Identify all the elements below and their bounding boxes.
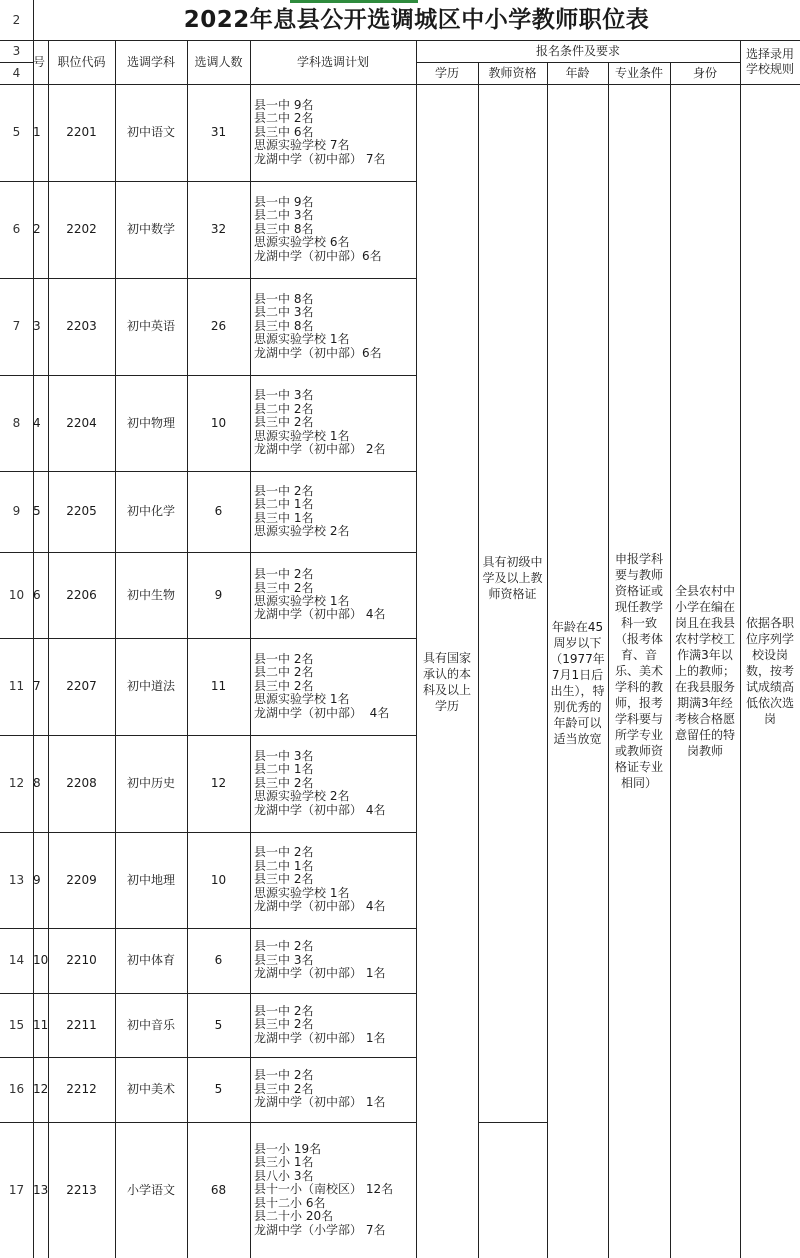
cell-seq[interactable]: 5 — [33, 504, 41, 518]
cell-plan[interactable]: 县一中 2名 县二中 2名 县三中 2名 思源实验学校 1名 龙湖中学（初中部） 4名 — [254, 651, 390, 720]
cell-seq[interactable]: 2 — [33, 222, 41, 236]
row-number[interactable]: 5 — [12, 125, 21, 139]
cell-plan[interactable]: 县一中 3名 县二中 2名 县三中 2名 思源实验学校 1名 龙湖中学（初中部） 2名 — [254, 388, 386, 457]
header-qualification: 教师资格 — [488, 65, 537, 80]
cell-count[interactable]: 6 — [214, 953, 223, 967]
cell-plan[interactable]: 县一中 2名 县三中 2名 思源实验学校 1名 龙湖中学（初中部） 4名 — [254, 567, 386, 622]
cell-seq[interactable]: 6 — [33, 587, 41, 602]
merged-identity[interactable]: 全县农村中小学在编在岗且在我县农村学校工作满3年以上的教师；在我县服务期满3年经考核合格愿意留任的特岗教师 — [674, 584, 735, 758]
cell-count[interactable]: 9 — [214, 587, 223, 602]
cell-seq[interactable]: 9 — [33, 872, 41, 887]
cell-plan[interactable]: 县一中 2名 县三中 2名 龙湖中学（初中部） 1名 — [254, 1003, 386, 1045]
merged-rule[interactable]: 依据各职位序列学校设岗数，按考试成绩高低依次选岗 — [745, 616, 794, 726]
cell-count[interactable]: 32 — [210, 222, 227, 236]
row-number[interactable]: 2 — [12, 12, 21, 27]
cell-subject[interactable]: 初中道法 — [126, 679, 175, 693]
cell-subject[interactable]: 小学语文 — [126, 1182, 175, 1197]
header-major: 专业条件 — [614, 65, 663, 80]
merged-major[interactable]: 申报学科要与教师资格证或现任教学科一致（报考体育、音乐、美术学科的教师，报考学科要与所学专业或教师资格证专业相同） — [614, 552, 663, 790]
cell-plan[interactable]: 县一中 2名 县三中 3名 龙湖中学（初中部） 1名 — [254, 939, 386, 981]
header-rule: 选择录用学校规则 — [745, 47, 794, 76]
cell-seq[interactable]: 13 — [33, 1182, 48, 1197]
cell-code[interactable]: 2201 — [66, 125, 97, 139]
cell-code[interactable]: 2213 — [66, 1182, 97, 1197]
header-code: 职位代码 — [57, 54, 106, 69]
row-number[interactable]: 13 — [8, 872, 25, 887]
cell-plan[interactable]: 县一中 9名 县二中 3名 县三中 8名 思源实验学校 6名 龙湖中学（初中部）6名 — [254, 194, 382, 263]
merged-qualification[interactable]: 具有初级中学及以上教师资格证 — [482, 555, 543, 601]
cell-subject[interactable]: 初中语文 — [126, 125, 175, 139]
cell-subject[interactable]: 初中历史 — [126, 776, 175, 790]
cell-plan[interactable]: 县一中 3名 县二中 1名 县三中 2名 思源实验学校 2名 龙湖中学（初中部） 4名 — [254, 748, 386, 817]
cell-plan[interactable]: 县一中 8名 县二中 3名 县三中 8名 思源实验学校 1名 龙湖中学（初中部）6名 — [254, 291, 382, 360]
row-number[interactable]: 4 — [12, 65, 21, 80]
cell-code[interactable]: 2209 — [66, 872, 97, 887]
row-number[interactable]: 15 — [8, 1017, 25, 1032]
cell-code[interactable]: 2207 — [66, 679, 97, 693]
cell-seq[interactable]: 8 — [33, 776, 41, 790]
cell-seq[interactable]: 11 — [33, 1017, 48, 1032]
cell-seq[interactable]: 12 — [33, 1082, 48, 1096]
row-number[interactable]: 10 — [8, 587, 25, 602]
row-number[interactable]: 11 — [8, 679, 25, 693]
cell-code[interactable]: 2202 — [66, 222, 97, 236]
grid-line — [478, 1122, 547, 1123]
row-number[interactable]: 8 — [12, 415, 21, 430]
cell-seq[interactable]: 10 — [33, 953, 48, 967]
cell-code[interactable]: 2210 — [66, 953, 97, 967]
cell-code[interactable]: 2208 — [66, 776, 97, 790]
cell-count[interactable]: 26 — [210, 319, 227, 333]
cell-subject[interactable]: 初中美术 — [126, 1082, 175, 1096]
row-number[interactable]: 17 — [8, 1182, 25, 1197]
header-count: 选调人数 — [194, 54, 243, 69]
cell-subject[interactable]: 初中物理 — [126, 415, 175, 430]
cell-code[interactable]: 2205 — [66, 504, 97, 518]
cell-count[interactable]: 10 — [210, 415, 227, 430]
row-number[interactable]: 3 — [12, 43, 21, 58]
cell-count[interactable]: 68 — [210, 1182, 227, 1197]
cell-plan[interactable]: 县一中 9名 县二中 2名 县三中 6名 思源实验学校 7名 龙湖中学（初中部） 7名 — [254, 97, 386, 166]
cell-code[interactable]: 2204 — [66, 415, 97, 430]
row-number[interactable]: 14 — [8, 953, 25, 967]
cell-subject[interactable]: 初中数学 — [126, 222, 175, 236]
header-age: 年龄 — [565, 65, 590, 80]
header-seq: 号 — [33, 54, 46, 69]
row-number[interactable]: 16 — [8, 1082, 25, 1096]
cell-count[interactable]: 5 — [214, 1082, 223, 1096]
header-plan: 学科选调计划 — [296, 54, 369, 69]
cell-subject[interactable]: 初中地理 — [126, 872, 175, 887]
cell-seq[interactable]: 3 — [33, 319, 41, 333]
merged-age[interactable]: 年龄在45周岁以下（1977年7月1日后出生），特别优秀的年龄可以适当放宽 — [550, 620, 605, 746]
cell-count[interactable]: 6 — [214, 504, 223, 518]
cell-plan[interactable]: 县一中 2名 县二中 1名 县三中 1名 思源实验学校 2名 — [254, 483, 350, 538]
cell-subject[interactable]: 初中音乐 — [126, 1017, 175, 1032]
cell-seq[interactable]: 4 — [33, 415, 41, 430]
row-number[interactable]: 6 — [12, 222, 21, 236]
cell-subject[interactable]: 初中英语 — [126, 319, 175, 333]
cell-seq[interactable]: 7 — [33, 679, 41, 693]
cell-subject[interactable]: 初中化学 — [126, 504, 175, 518]
cell-plan[interactable]: 县一小 19名 县三小 1名 县八小 3名 县十一小（南校区） 12名 县十二小 6名 县二十小 20名 龙湖中学（小学部） 7名 — [254, 1142, 394, 1237]
cell-code[interactable]: 2211 — [66, 1017, 97, 1032]
cell-seq[interactable]: 1 — [33, 125, 41, 139]
row-number[interactable]: 12 — [8, 776, 25, 790]
row-number[interactable]: 7 — [12, 319, 21, 333]
cell-plan[interactable]: 县一中 2名 县二中 1名 县三中 2名 思源实验学校 1名 龙湖中学（初中部） 4名 — [254, 845, 386, 914]
cell-code[interactable]: 2212 — [66, 1082, 97, 1096]
cell-subject[interactable]: 初中生物 — [126, 587, 175, 602]
cell-subject[interactable]: 初中体育 — [126, 953, 175, 967]
cell-count[interactable]: 5 — [214, 1017, 223, 1032]
row-number[interactable]: 9 — [12, 504, 21, 518]
cell-code[interactable]: 2206 — [66, 587, 97, 602]
cell-count[interactable]: 31 — [210, 125, 227, 139]
cell-count[interactable]: 10 — [210, 872, 227, 887]
header-identity: 身份 — [692, 65, 717, 80]
header-education: 学历 — [434, 65, 459, 80]
merged-education[interactable]: 具有国家承认的本科及以上学历 — [422, 651, 471, 713]
cell-code[interactable]: 2203 — [66, 319, 97, 333]
cell-count[interactable]: 12 — [210, 776, 227, 790]
page-title: 2022年息县公开选调城区中小学教师职位表 — [183, 6, 650, 33]
header-subject: 选调学科 — [126, 54, 175, 69]
cell-plan[interactable]: 县一中 2名 县三中 2名 龙湖中学（初中部） 1名 — [254, 1068, 386, 1110]
cell-count[interactable]: 11 — [210, 679, 227, 693]
header-requirements: 报名条件及要求 — [535, 43, 620, 58]
